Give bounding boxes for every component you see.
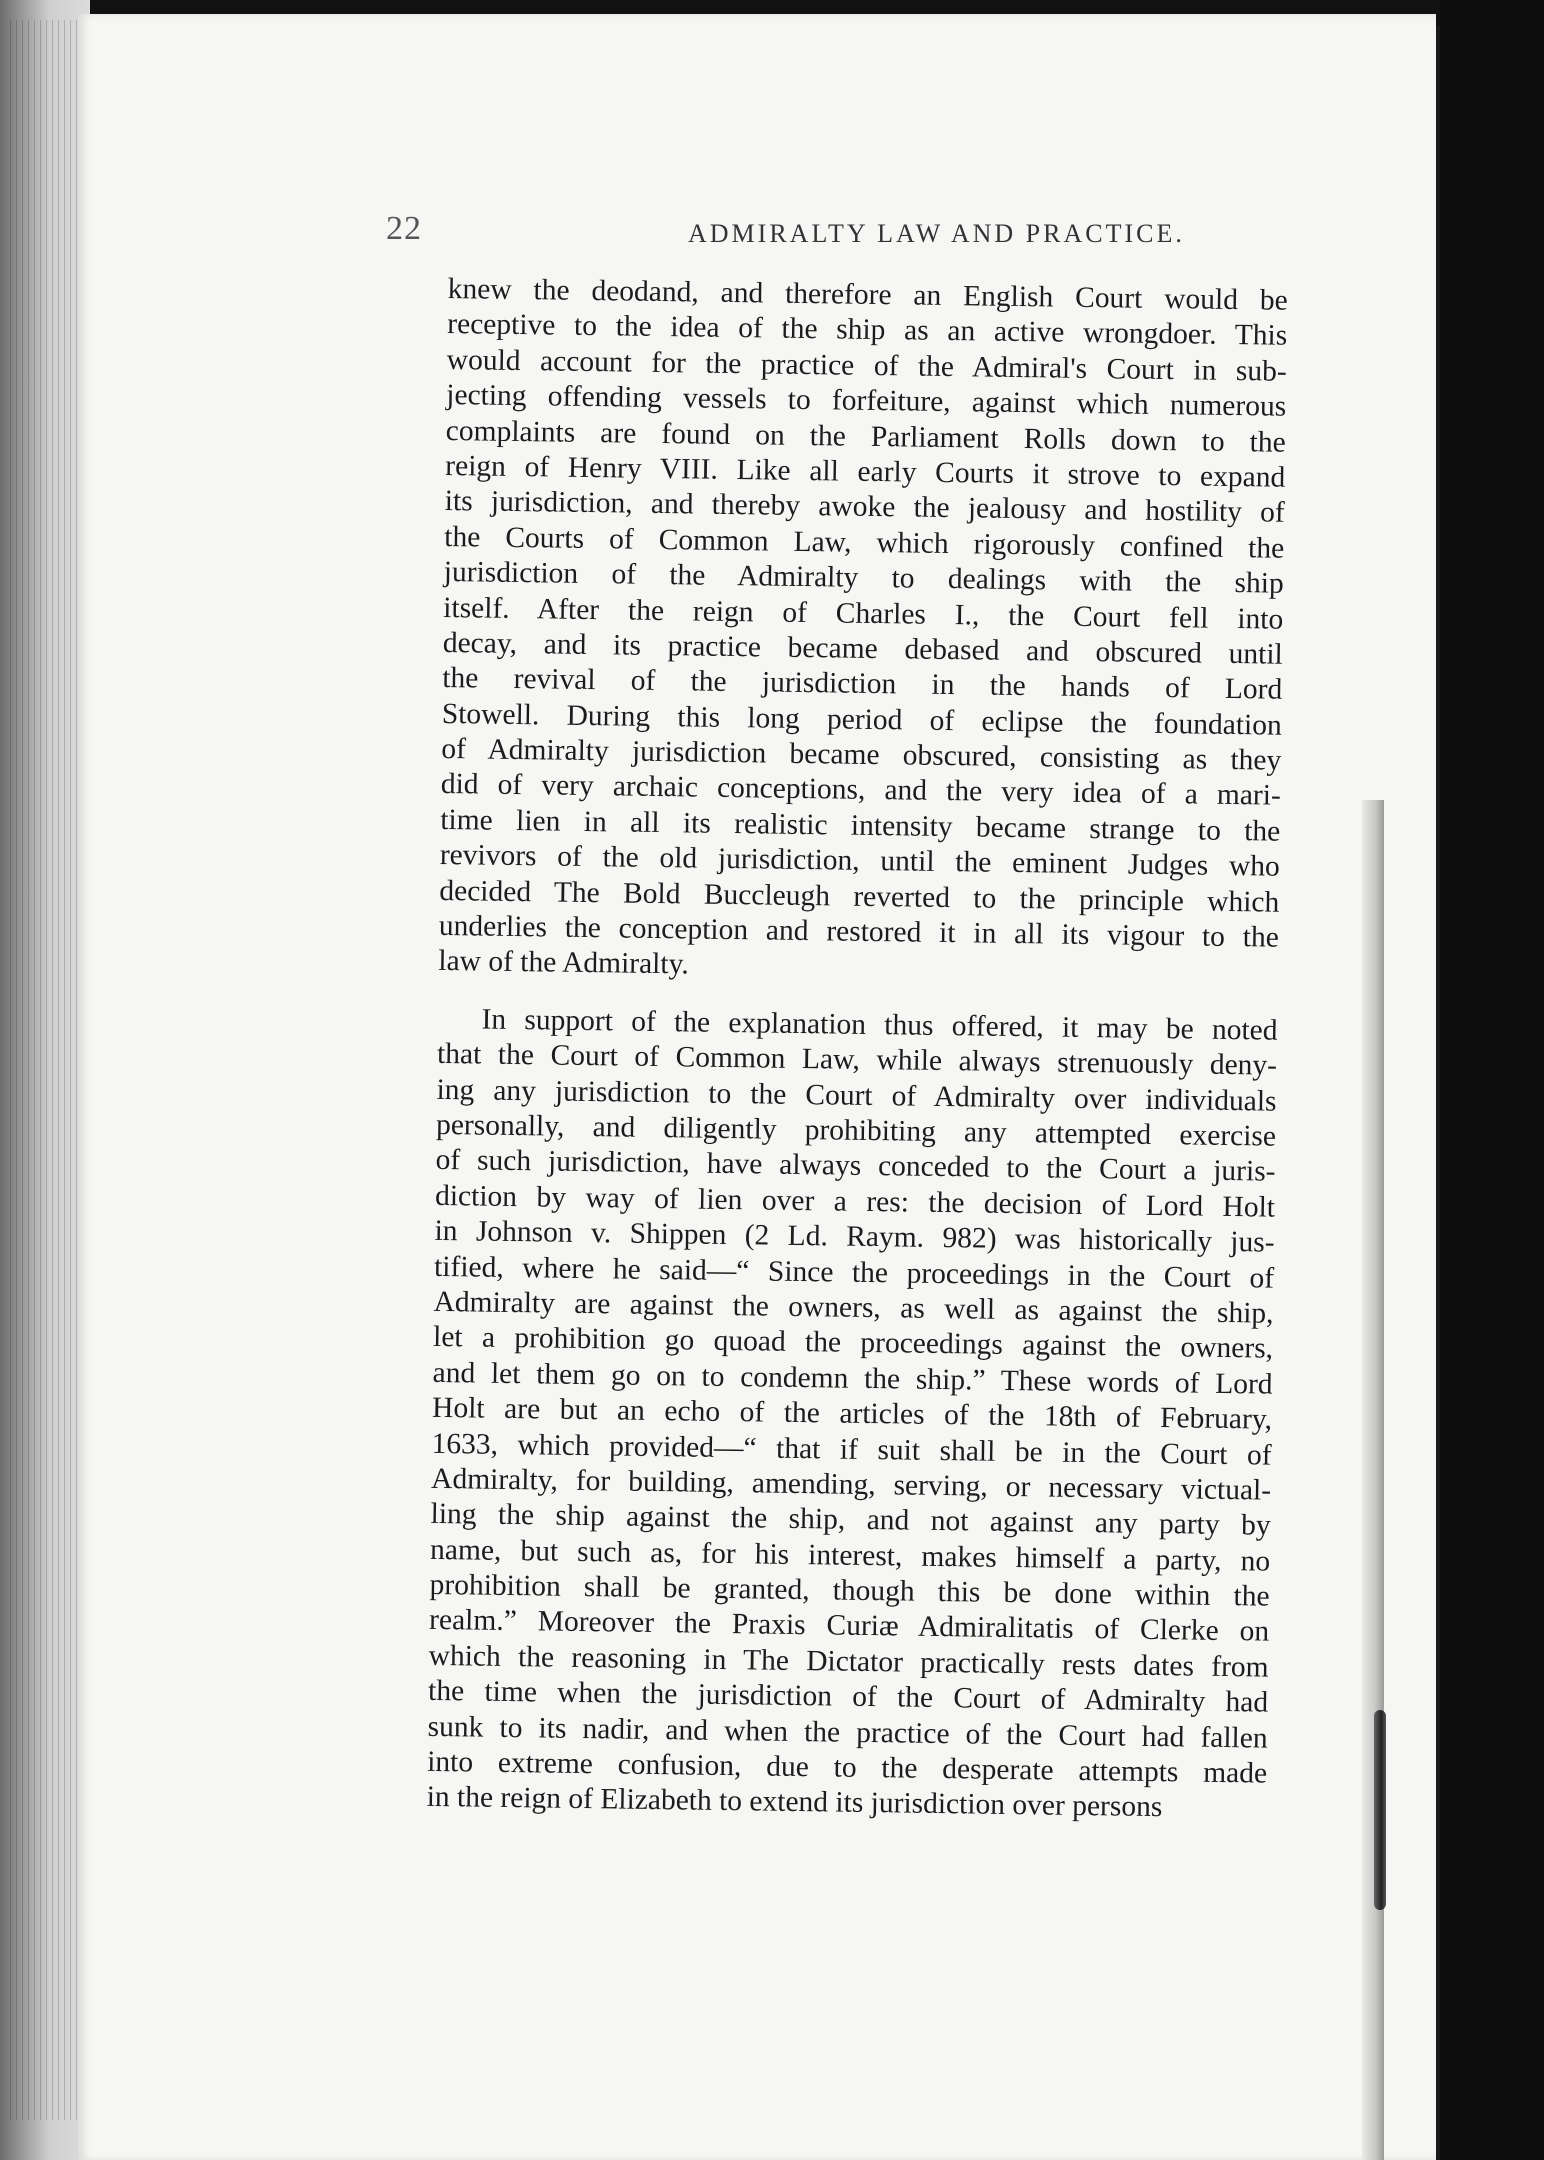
text-line: would account for the practice of the Admiral's Court in sub- — [446, 343, 1287, 388]
text-line: diction by way of lien over a res: the decision of Lord Holt — [434, 1179, 1276, 1224]
text-line: decided The Bold Buccleugh reverted to the principle which — [439, 874, 1280, 919]
text-line: law of the Admiralty. — [438, 945, 689, 981]
text-line: let a prohibition go quoad the proceedings against the owners, — [432, 1321, 1274, 1365]
text-line: knew the deodand, and therefore an English Court would be — [447, 272, 1288, 317]
text-line: complaints are found on the Parliament Rolls down to the — [445, 414, 1286, 459]
text-line: the time when the jurisdiction of the Court of Admiralty had — [427, 1675, 1269, 1719]
text-line: Admiralty are against the owners, as well as against the ship, — [433, 1285, 1274, 1330]
text-line: in the reign of Elizabeth to extend its jurisdiction over persons — [426, 1781, 1163, 1824]
text-line: tified, where he said—“ Since the proceedings in the Court of — [433, 1250, 1275, 1295]
text-line: Stowell. During this long period of eclipse the foundation — [441, 697, 1282, 742]
text-line: did of very archaic conceptions, and the very idea of a mari- — [440, 768, 1281, 813]
text-line: prohibition shall be granted, though this be done within the — [429, 1568, 1270, 1613]
text-line: In support of the explanation thus offered, it may be noted — [481, 1003, 1278, 1047]
text-line: Admiralty, for building, amending, serving, or necessary victual- — [430, 1462, 1272, 1507]
text-line: that the Court of Common Law, while always strenuously deny- — [436, 1038, 1278, 1082]
text-line: itself. After the reign of Charles I., the Court fell into — [443, 591, 1284, 636]
binding-shadow — [1374, 1710, 1386, 1910]
paragraph-1 — [438, 272, 1288, 991]
text-line: Holt are but an echo of the articles of the 18th of February, — [431, 1392, 1273, 1436]
text-line: which the reasoning in The Dictator practically rests dates from — [428, 1639, 1269, 1684]
page-number: 22 — [386, 210, 422, 247]
text-line: 1633, which provided—“ that if suit shall be in the Court of — [431, 1427, 1272, 1472]
text-line: jecting offending vessels to forfeiture, against which numerous — [446, 379, 1287, 423]
text-line: in Johnson v. Shippen (2 Ld. Raym. 982) was historically jus- — [434, 1215, 1275, 1259]
paragraph-2 — [426, 1002, 1277, 1828]
text-line: time lien in all its realistic intensity became strange to the — [440, 803, 1281, 848]
text-line: receptive to the idea of the ship as an active wrongdoer. This — [447, 308, 1288, 353]
text-line: decay, and its practice became debased and obscured until — [442, 626, 1283, 671]
text-line: realm.” Moreover the Praxis Curiæ Admiralitatis of Clerke on — [428, 1604, 1270, 1649]
text-line: the revival of the jurisdiction in the hands of Lord — [442, 662, 1283, 706]
text-line: jurisdiction of the Admiralty to dealings with the ship — [443, 556, 1284, 600]
text-line: the Courts of Common Law, which rigorously confined the — [444, 520, 1285, 565]
text-line: of such jurisdiction, have always conceded to the Court a juris- — [435, 1144, 1276, 1189]
page-gutter-fold — [1362, 800, 1384, 2160]
text-line: underlies the conception and restored it in all its vigour to the — [438, 909, 1280, 954]
text-line: sunk to its nadir, and when the practice of the Court had fallen — [427, 1710, 1268, 1755]
text-line: name, but such as, for his interest, makes himself a party, no — [429, 1533, 1271, 1578]
book-page-edges — [0, 0, 90, 2160]
running-head: ADMIRALTY LAW AND PRACTICE. — [688, 219, 1185, 248]
book-page — [78, 14, 1436, 2160]
text-line: of Admiralty jurisdiction became obscured, consisting as they — [441, 733, 1282, 777]
text-line: its jurisdiction, and thereby awoke the jealousy and hostility of — [444, 485, 1285, 530]
page-edge-lines — [10, 20, 80, 2120]
text-line: revivors of the old jurisdiction, until the eminent Judges who — [439, 839, 1280, 883]
text-line: reign of Henry VIII. Like all early Courts it strove to expand — [445, 449, 1286, 494]
body-text — [426, 272, 1287, 1827]
text-line: ing any jurisdiction to the Court of Admiralty over individuals — [436, 1073, 1277, 1118]
text-line: and let them go on to condemn the ship.” These words of Lord — [432, 1356, 1273, 1401]
text-line: personally, and diligently prohibiting any attempted exercise — [435, 1108, 1277, 1153]
scan-right-border — [1440, 0, 1544, 2160]
text-line: ling the ship against the ship, and not against any party by — [430, 1498, 1271, 1542]
text-line: into extreme confusion, due to the desperate attempts made — [426, 1745, 1268, 1790]
